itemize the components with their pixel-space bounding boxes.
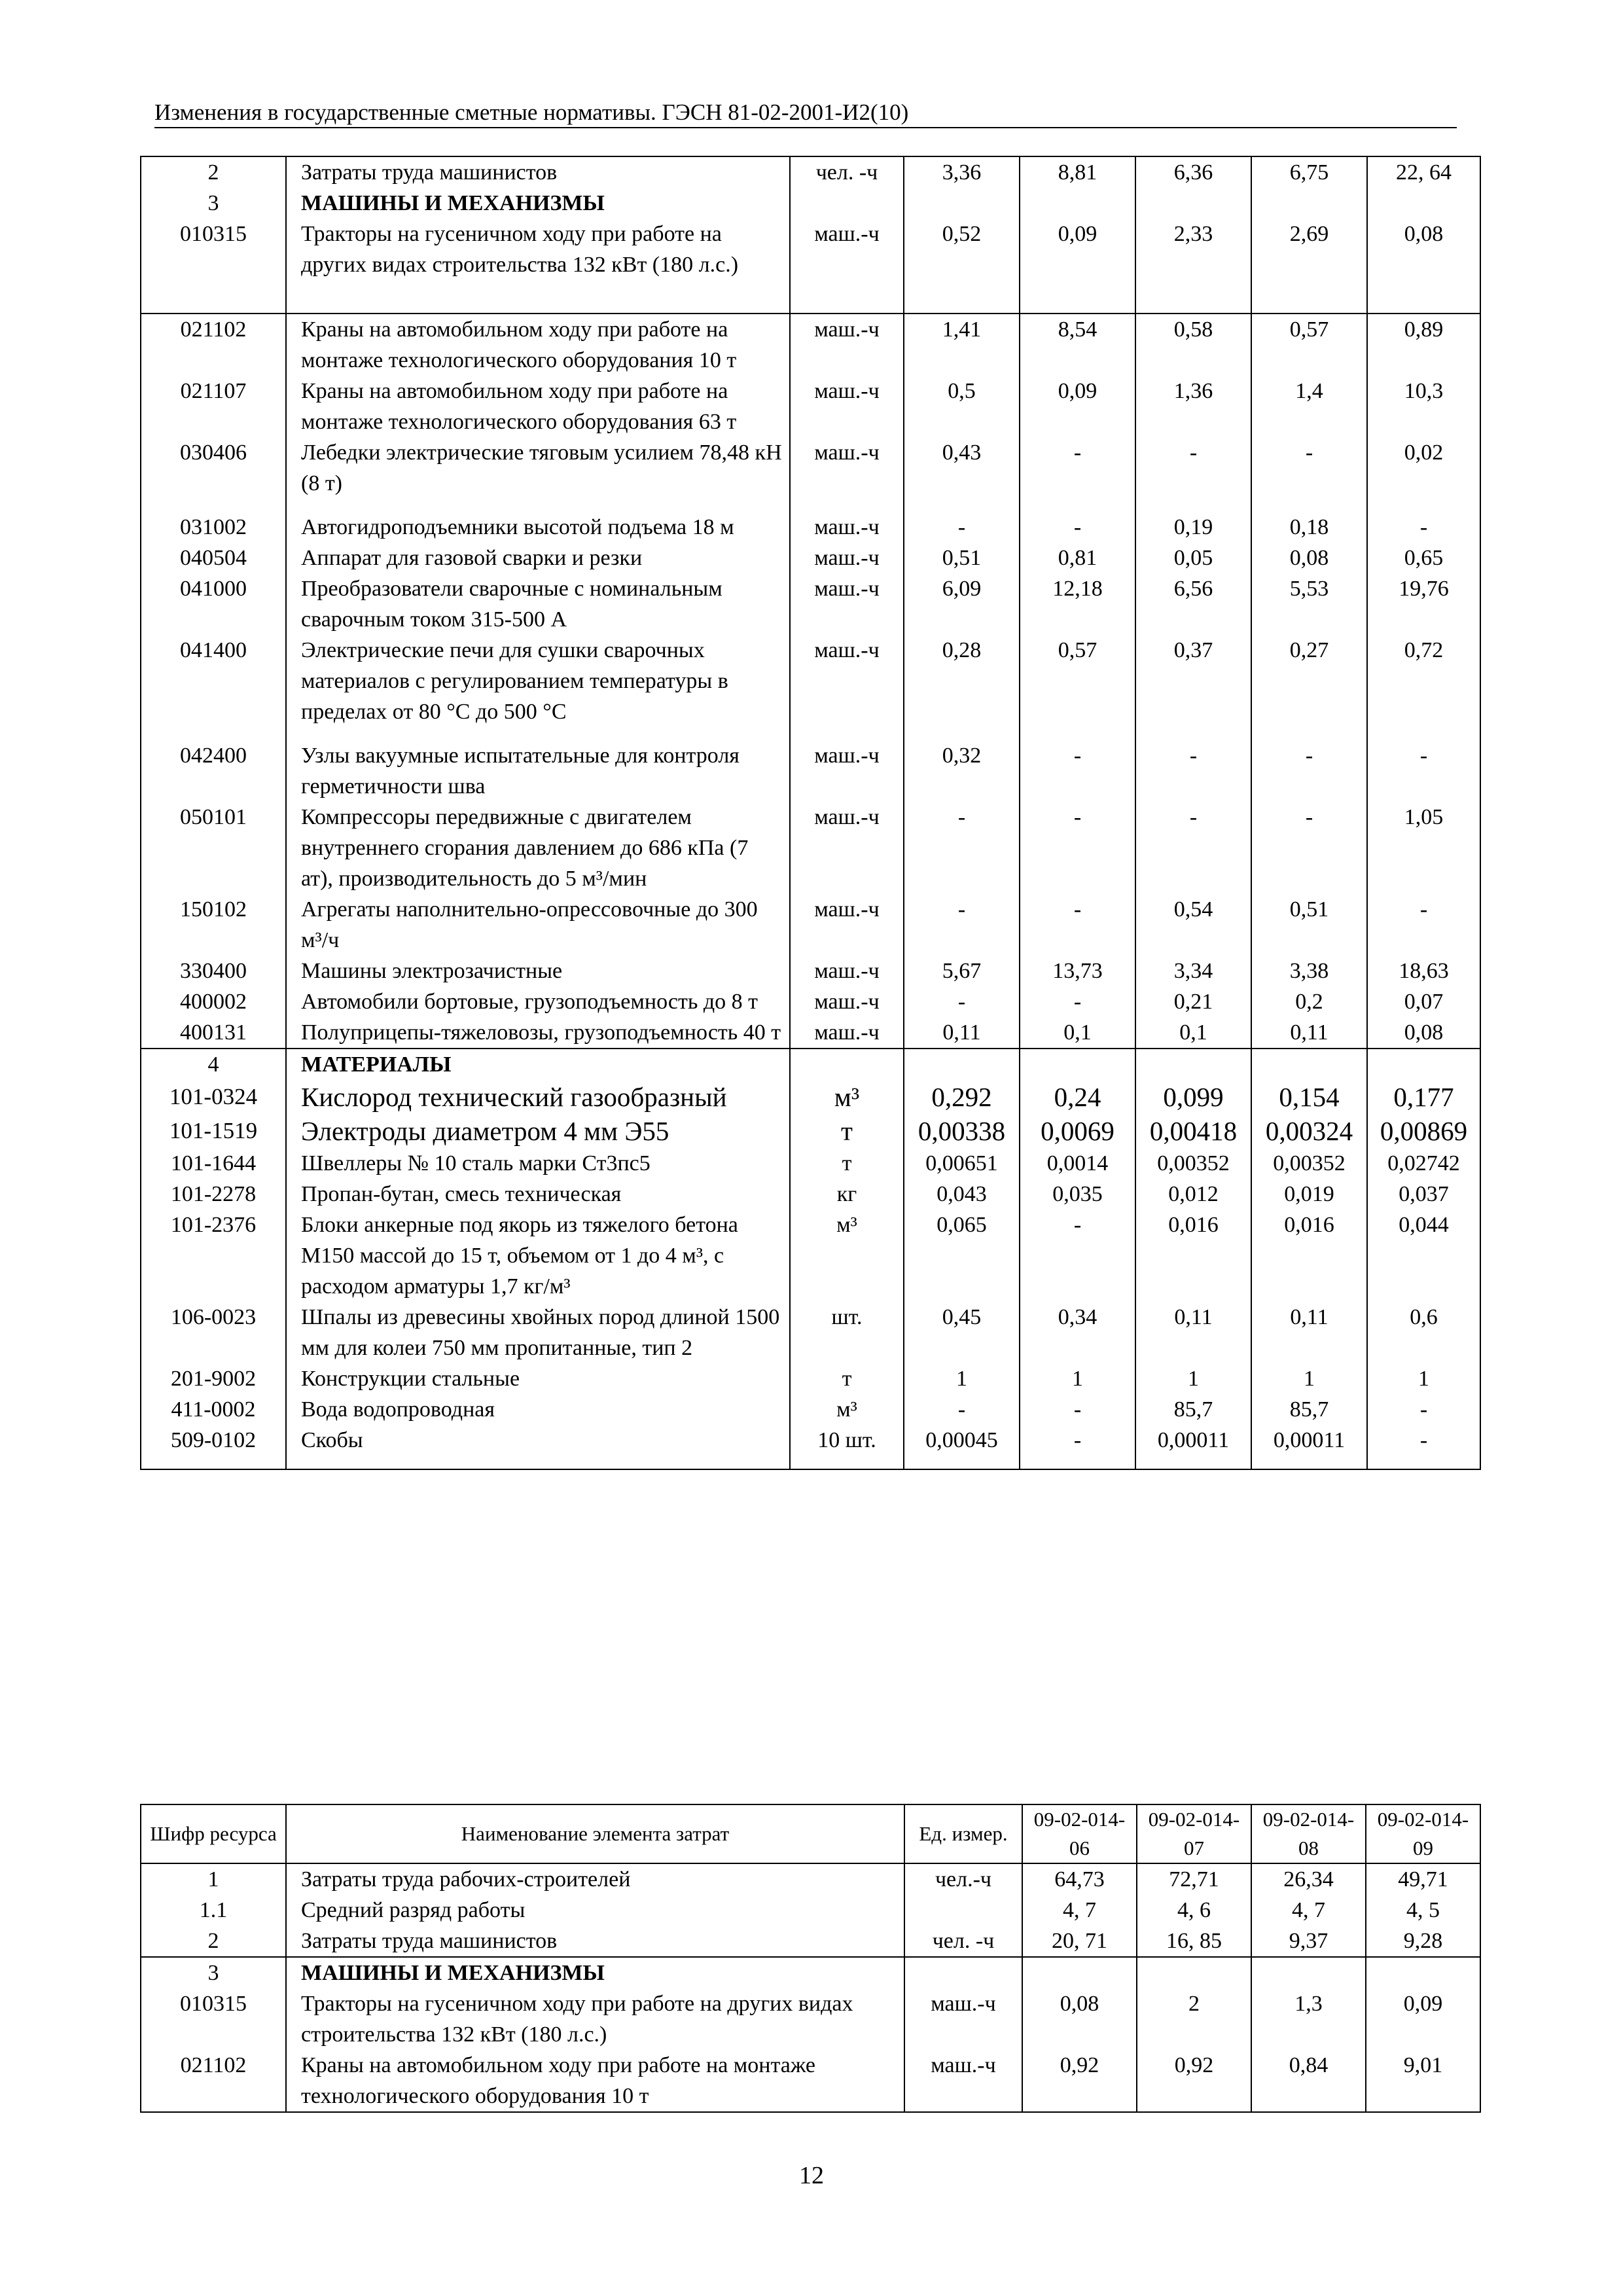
value: 0,27 [1251, 635, 1367, 740]
value: 4, 6 [1137, 1895, 1251, 1926]
value: 0,6 [1367, 1302, 1480, 1363]
value: - [1367, 1425, 1480, 1469]
resource-name: Аппарат для газовой сварки и резки [286, 543, 790, 573]
unit [904, 1957, 1022, 1988]
value: 1 [904, 1363, 1020, 1394]
table-row [141, 1114, 1480, 1148]
resource-code: 101-1519 [141, 1114, 286, 1148]
value: 0,08 [1367, 219, 1480, 314]
table-row [141, 1394, 1480, 1425]
table-row [141, 2050, 1480, 2112]
value: 9,37 [1251, 1926, 1366, 1957]
header-col-3: 09-02-014-08 [1251, 1804, 1366, 1863]
resource-table-lower [140, 1804, 1481, 2113]
value: 0,02 [1367, 437, 1480, 512]
unit: чел. -ч [790, 156, 904, 188]
value: 0,08 [1367, 1017, 1480, 1049]
value: 0,08 [1022, 1988, 1137, 2050]
value: 1 [1367, 1363, 1480, 1394]
value: 0,09 [1366, 1988, 1480, 2050]
value: 9,01 [1366, 2050, 1480, 2112]
resource-code: 041400 [141, 635, 286, 740]
header-col-1: 09-02-014-06 [1022, 1804, 1137, 1863]
table-row [141, 1017, 1480, 1049]
value: 9,28 [1366, 1926, 1480, 1957]
resource-name: Электрические печи для сушки сварочных материалов с регулированием температуры в пределах от 80 °С до 500 °С [286, 635, 790, 740]
value: 0,0069 [1020, 1114, 1135, 1148]
value [1135, 188, 1251, 219]
value: 0,099 [1135, 1080, 1251, 1114]
value: 5,53 [1251, 573, 1367, 635]
value: 22, 64 [1367, 156, 1480, 188]
value: 0,016 [1251, 1210, 1367, 1302]
resource-name: Кислород технический газообразный [286, 1080, 790, 1114]
table-row [141, 156, 1480, 188]
unit: т [790, 1363, 904, 1394]
unit [904, 1895, 1022, 1926]
table-row [141, 635, 1480, 740]
table-row [141, 1926, 1480, 1957]
value: - [1020, 1394, 1135, 1425]
value: 0,19 [1135, 512, 1251, 543]
value: 0,54 [1135, 894, 1251, 956]
value: 4, 7 [1251, 1895, 1366, 1926]
table-row [141, 437, 1480, 512]
value: 3,34 [1135, 956, 1251, 986]
resource-code: 4 [141, 1049, 286, 1080]
value: 0,21 [1135, 986, 1251, 1017]
unit: маш.-ч [790, 635, 904, 740]
unit: маш.-ч [790, 376, 904, 437]
value: 64,73 [1022, 1863, 1137, 1895]
value: - [904, 1394, 1020, 1425]
value: 4, 5 [1366, 1895, 1480, 1926]
value [1366, 1957, 1480, 1988]
value: 0,05 [1135, 543, 1251, 573]
resource-name: Краны на автомобильном ходу при работе на монтаже технологического оборудования 10 т [286, 314, 790, 376]
header-col-2: 09-02-014-07 [1137, 1804, 1251, 1863]
resource-name: Краны на автомобильном ходу при работе на монтаже технологического оборудования 10 т [286, 2050, 904, 2112]
value: 0,43 [904, 437, 1020, 512]
resource-code: 101-2376 [141, 1210, 286, 1302]
value [1367, 188, 1480, 219]
table-row [141, 894, 1480, 956]
page-header: Изменения в государственные сметные нормативы. ГЭСН 81-02-2001-И2(10) [154, 98, 1457, 128]
resource-code: 106-0023 [141, 1302, 286, 1363]
value: 0,037 [1367, 1179, 1480, 1210]
value: 0,019 [1251, 1179, 1367, 1210]
unit: м³ [790, 1394, 904, 1425]
unit: м³ [790, 1210, 904, 1302]
value: 0,09 [1020, 219, 1135, 314]
resource-code: 201-9002 [141, 1363, 286, 1394]
value: - [1020, 437, 1135, 512]
value: 1 [1020, 1363, 1135, 1394]
value: 6,09 [904, 573, 1020, 635]
value: 0,065 [904, 1210, 1020, 1302]
value: 0,5 [904, 376, 1020, 437]
unit: маш.-ч [790, 512, 904, 543]
value: - [904, 894, 1020, 956]
table-row [141, 802, 1480, 894]
value: 85,7 [1251, 1394, 1367, 1425]
resource-name: Лебедки электрические тяговым усилием 78,48 кН (8 т) [286, 437, 790, 512]
value: 0,11 [904, 1017, 1020, 1049]
value [1137, 1957, 1251, 1988]
resource-name: Тракторы на гусеничном ходу при работе на других видах строительства 132 кВт (180 л.с.) [286, 219, 790, 314]
value: 0,00338 [904, 1114, 1020, 1148]
value: 0,52 [904, 219, 1020, 314]
table-row [141, 1425, 1480, 1469]
value: - [1367, 1394, 1480, 1425]
value: - [1020, 1425, 1135, 1469]
resource-name: Затраты труда машинистов [286, 156, 790, 188]
value: 19,76 [1367, 573, 1480, 635]
table-row [141, 512, 1480, 543]
value: 0,45 [904, 1302, 1020, 1363]
value: 8,81 [1020, 156, 1135, 188]
section-row [141, 1049, 1480, 1080]
unit [790, 188, 904, 219]
value: 0,89 [1367, 314, 1480, 376]
value: 0,292 [904, 1080, 1020, 1114]
value: 0,08 [1251, 543, 1367, 573]
value [1251, 188, 1367, 219]
unit: маш.-ч [790, 956, 904, 986]
resource-name: Шпалы из древесины хвойных пород длиной 1500 мм для колеи 750 мм пропитанные, тип 2 [286, 1302, 790, 1363]
section-row [141, 188, 1480, 219]
value: 0,00651 [904, 1148, 1020, 1179]
resource-code: 509-0102 [141, 1425, 286, 1469]
resource-code: 2 [141, 156, 286, 188]
table-row [141, 1080, 1480, 1114]
value: 6,75 [1251, 156, 1367, 188]
resource-name: Полуприцепы-тяжеловозы, грузоподъемность 40 т [286, 1017, 790, 1049]
resource-name: Автомобили бортовые, грузоподъемность до 8 т [286, 986, 790, 1017]
unit: маш.-ч [790, 894, 904, 956]
value: 0,84 [1251, 2050, 1366, 2112]
value: 0,00352 [1135, 1148, 1251, 1179]
value: 0,016 [1135, 1210, 1251, 1302]
resource-code: 021107 [141, 376, 286, 437]
header-name: Наименование элемента затрат [286, 1804, 904, 1863]
value: 3,36 [904, 156, 1020, 188]
value: - [1020, 986, 1135, 1017]
header-col-4: 09-02-014-09 [1366, 1804, 1480, 1863]
resource-name: Вода водопроводная [286, 1394, 790, 1425]
value: 0,00045 [904, 1425, 1020, 1469]
resource-code: 101-0324 [141, 1080, 286, 1114]
value [1022, 1957, 1137, 1988]
resource-code: 3 [141, 1957, 286, 1988]
resource-name: Затраты труда машинистов [286, 1926, 904, 1957]
value: 10,3 [1367, 376, 1480, 437]
value [904, 1049, 1020, 1080]
value: 0,34 [1020, 1302, 1135, 1363]
value: - [1020, 1210, 1135, 1302]
value: 0,57 [1251, 314, 1367, 376]
table-row [141, 1863, 1480, 1895]
resource-code: 042400 [141, 740, 286, 802]
unit: чел.-ч [904, 1863, 1022, 1895]
value: 1,05 [1367, 802, 1480, 894]
value: 0,65 [1367, 543, 1480, 573]
value [904, 188, 1020, 219]
value: 12,18 [1020, 573, 1135, 635]
value: - [1020, 740, 1135, 802]
value: 72,71 [1137, 1863, 1251, 1895]
value: 1,4 [1251, 376, 1367, 437]
value: - [1135, 802, 1251, 894]
unit: т [790, 1148, 904, 1179]
resource-name: Краны на автомобильном ходу при работе на монтаже технологического оборудования 63 т [286, 376, 790, 437]
value: 0,11 [1135, 1302, 1251, 1363]
unit: маш.-ч [904, 1988, 1022, 2050]
unit: маш.-ч [790, 314, 904, 376]
unit: маш.-ч [790, 740, 904, 802]
resource-name: Электроды диаметром 4 мм Э55 [286, 1114, 790, 1148]
table-row [141, 543, 1480, 573]
value: 0,28 [904, 635, 1020, 740]
value: - [1251, 740, 1367, 802]
value: 0,32 [904, 740, 1020, 802]
value: - [1367, 894, 1480, 956]
value: 0,00869 [1367, 1114, 1480, 1148]
value: 0,58 [1135, 314, 1251, 376]
value: - [1020, 512, 1135, 543]
value: 0,24 [1020, 1080, 1135, 1114]
unit: шт. [790, 1302, 904, 1363]
value: - [1367, 740, 1480, 802]
value: 6,56 [1135, 573, 1251, 635]
table-row [141, 376, 1480, 437]
value: - [1020, 802, 1135, 894]
resource-code: 400002 [141, 986, 286, 1017]
unit: м³ [790, 1080, 904, 1114]
value: 0,1 [1135, 1017, 1251, 1049]
table-row [141, 1988, 1480, 2050]
resource-code: 101-1644 [141, 1148, 286, 1179]
unit: маш.-ч [790, 986, 904, 1017]
value: 4, 7 [1022, 1895, 1137, 1926]
resource-code: 400131 [141, 1017, 286, 1049]
resource-code: 040504 [141, 543, 286, 573]
unit: т [790, 1114, 904, 1148]
value: - [904, 512, 1020, 543]
section-title: МАШИНЫ И МЕХАНИЗМЫ [286, 1957, 904, 1988]
value: 0,09 [1020, 376, 1135, 437]
value: 0,00352 [1251, 1148, 1367, 1179]
value: 0,00011 [1251, 1425, 1367, 1469]
value: 0,81 [1020, 543, 1135, 573]
value: 6,36 [1135, 156, 1251, 188]
value: 0,51 [1251, 894, 1367, 956]
resource-name: Машины электрозачистные [286, 956, 790, 986]
section-row [141, 1957, 1480, 1988]
value: 1 [1251, 1363, 1367, 1394]
value [1135, 1049, 1251, 1080]
value: - [1135, 437, 1251, 512]
value: 0,00324 [1251, 1114, 1367, 1148]
table-row [141, 219, 1480, 314]
resource-name: Узлы вакуумные испытательные для контроля герметичности шва [286, 740, 790, 802]
table-row [141, 1302, 1480, 1363]
table-row [141, 1148, 1480, 1179]
section-title: МАШИНЫ И МЕХАНИЗМЫ [286, 188, 790, 219]
unit: маш.-ч [904, 2050, 1022, 2112]
value: 1,36 [1135, 376, 1251, 437]
resource-code: 050101 [141, 802, 286, 894]
table-row [141, 1363, 1480, 1394]
value: 85,7 [1135, 1394, 1251, 1425]
value: 1,41 [904, 314, 1020, 376]
value: - [904, 802, 1020, 894]
value [1251, 1957, 1366, 1988]
unit [790, 1049, 904, 1080]
resource-name: Скобы [286, 1425, 790, 1469]
value: - [904, 986, 1020, 1017]
value: 13,73 [1020, 956, 1135, 986]
table-row [141, 1179, 1480, 1210]
value: 0,37 [1135, 635, 1251, 740]
resource-code: 330400 [141, 956, 286, 986]
resource-name: Компрессоры передвижные с двигателем внутреннего сгорания давлением до 686 кПа (7 ат), производительность до 5 м³/мин [286, 802, 790, 894]
resource-name: Преобразователи сварочные с номинальным сварочным током 315-500 А [286, 573, 790, 635]
value: 0,72 [1367, 635, 1480, 740]
value: 18,63 [1367, 956, 1480, 986]
header-unit: Ед. измер. [904, 1804, 1022, 1863]
header-code: Шифр ресурса [141, 1804, 286, 1863]
unit: маш.-ч [790, 1017, 904, 1049]
value: - [1020, 894, 1135, 956]
resource-table-upper [140, 156, 1481, 1470]
page-number: 12 [799, 2162, 824, 2189]
value: 1,3 [1251, 1988, 1366, 2050]
resource-code: 010315 [141, 219, 286, 314]
resource-code: 010315 [141, 1988, 286, 2050]
resource-code: 1.1 [141, 1895, 286, 1926]
value: - [1367, 512, 1480, 543]
resource-name: Затраты труда рабочих-строителей [286, 1863, 904, 1895]
value: 0,02742 [1367, 1148, 1480, 1179]
section-title: МАТЕРИАЛЫ [286, 1049, 790, 1080]
table-row [141, 573, 1480, 635]
value: 5,67 [904, 956, 1020, 986]
value: - [1251, 802, 1367, 894]
resource-code: 030406 [141, 437, 286, 512]
value: 0,00011 [1135, 1425, 1251, 1469]
resource-name: Средний разряд работы [286, 1895, 904, 1926]
value: 0,044 [1367, 1210, 1480, 1302]
table-row [141, 1210, 1480, 1302]
value: 0,51 [904, 543, 1020, 573]
resource-code: 041000 [141, 573, 286, 635]
resource-name: Агрегаты наполнительно-опрессовочные до 300 м³/ч [286, 894, 790, 956]
resource-name: Пропан-бутан, смесь техническая [286, 1179, 790, 1210]
resource-code: 2 [141, 1926, 286, 1957]
value: 2,69 [1251, 219, 1367, 314]
value: 0,11 [1251, 1302, 1367, 1363]
value: 8,54 [1020, 314, 1135, 376]
resource-code: 021102 [141, 2050, 286, 2112]
unit: 10 шт. [790, 1425, 904, 1469]
table-row [141, 986, 1480, 1017]
value: - [1135, 740, 1251, 802]
value: 0,0014 [1020, 1148, 1135, 1179]
value: 3,38 [1251, 956, 1367, 986]
value: - [1251, 437, 1367, 512]
unit: маш.-ч [790, 802, 904, 894]
value [1020, 1049, 1135, 1080]
value: 0,92 [1137, 2050, 1251, 2112]
value: 1 [1135, 1363, 1251, 1394]
value: 0,1 [1020, 1017, 1135, 1049]
unit: маш.-ч [790, 573, 904, 635]
value: 0,043 [904, 1179, 1020, 1210]
resource-code: 101-2278 [141, 1179, 286, 1210]
resource-name: Блоки анкерные под якорь из тяжелого бетона М150 массой до 15 т, объемом от 1 до 4 м³, с расходом арматуры 1,7 кг/м³ [286, 1210, 790, 1302]
table-row [141, 956, 1480, 986]
value: 0,177 [1367, 1080, 1480, 1114]
value [1251, 1049, 1367, 1080]
value: 49,71 [1366, 1863, 1480, 1895]
resource-code: 021102 [141, 314, 286, 376]
resource-code: 3 [141, 188, 286, 219]
unit: маш.-ч [790, 543, 904, 573]
value: 0,012 [1135, 1179, 1251, 1210]
value: 0,11 [1251, 1017, 1367, 1049]
resource-name: Автогидроподъемники высотой подъема 18 м [286, 512, 790, 543]
resource-code: 031002 [141, 512, 286, 543]
unit: маш.-ч [790, 437, 904, 512]
value: 0,035 [1020, 1179, 1135, 1210]
resource-code: 411-0002 [141, 1394, 286, 1425]
value [1020, 188, 1135, 219]
resource-name: Тракторы на гусеничном ходу при работе на других видах строительства 132 кВт (180 л.с.) [286, 1988, 904, 2050]
value: 2,33 [1135, 219, 1251, 314]
value: 16, 85 [1137, 1926, 1251, 1957]
resource-name: Конструкции стальные [286, 1363, 790, 1394]
table-row [141, 314, 1480, 376]
table-row [141, 1895, 1480, 1926]
resource-code: 150102 [141, 894, 286, 956]
unit: кг [790, 1179, 904, 1210]
value [1367, 1049, 1480, 1080]
value: 0,154 [1251, 1080, 1367, 1114]
value: 2 [1137, 1988, 1251, 2050]
resource-code: 1 [141, 1863, 286, 1895]
value: 0,92 [1022, 2050, 1137, 2112]
unit: маш.-ч [790, 219, 904, 314]
table-row [141, 740, 1480, 802]
value: 0,2 [1251, 986, 1367, 1017]
unit: чел. -ч [904, 1926, 1022, 1957]
value: 26,34 [1251, 1863, 1366, 1895]
value: 0,07 [1367, 986, 1480, 1017]
value: 20, 71 [1022, 1926, 1137, 1957]
resource-name: Швеллеры № 10 сталь марки Ст3пс5 [286, 1148, 790, 1179]
value: 0,00418 [1135, 1114, 1251, 1148]
value: 0,18 [1251, 512, 1367, 543]
value: 0,57 [1020, 635, 1135, 740]
